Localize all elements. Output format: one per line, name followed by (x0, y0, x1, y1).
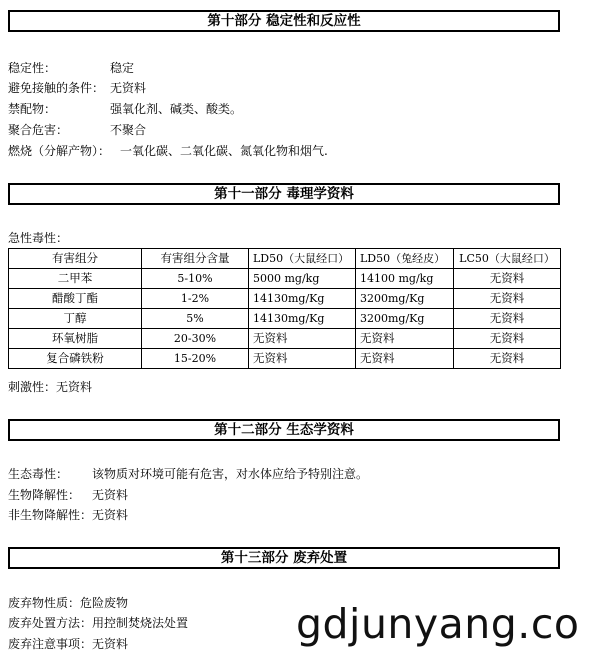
info-row-waste-nature (8, 596, 128, 610)
lc50-cell: 无资料 (454, 329, 561, 349)
info-row-disposal-notes (8, 637, 128, 651)
row-value: 该物质对环境可能有危害，对水体应给予特别注意。 (92, 467, 369, 481)
row-label: 非生物降解性： (8, 508, 93, 522)
row-label: 稳定性： (8, 61, 57, 75)
ld50-oral-cell: 无资料 (249, 349, 356, 369)
lc50-cell: 无资料 (454, 269, 561, 289)
row-value: 无资料 (92, 508, 129, 522)
acute-toxicity-label: 急性毒性： (8, 231, 69, 245)
ld50-dermal-cell: 无资料 (356, 329, 454, 349)
info-row-avoid-conditions (8, 81, 147, 95)
column-header: LC50（大鼠经口） (454, 249, 561, 269)
content-cell: 1-2% (142, 289, 249, 309)
lc50-cell: 无资料 (454, 349, 561, 369)
ld50-oral-cell: 14130mg/Kg (249, 289, 356, 309)
row-value: 无资料 (92, 488, 129, 502)
component-cell: 醋酸丁酯 (9, 289, 142, 309)
row-label: 废弃处置方法： (8, 616, 93, 630)
row-value: 危险废物 (80, 596, 129, 610)
table-row (9, 269, 561, 289)
info-row-incompatible (8, 102, 243, 116)
component-cell: 环氧树脂 (9, 329, 142, 349)
component-cell: 复合磷铁粉 (9, 349, 142, 369)
table-row (9, 309, 561, 329)
lc50-cell: 无资料 (454, 309, 561, 329)
section-13-header: 第十三部分 废弃处置 (8, 547, 560, 569)
column-header: 有害组分 (9, 249, 142, 269)
row-label: 废弃注意事项： (8, 637, 93, 651)
row-value: 用控制焚烧法处置 (92, 616, 189, 630)
column-header: LD50（大鼠经口） (249, 249, 356, 269)
table-row (9, 349, 561, 369)
component-cell: 二甲苯 (9, 269, 142, 289)
ld50-oral-cell: 无资料 (249, 329, 356, 349)
row-label: 禁配物： (8, 102, 57, 116)
row-label: 聚合危害： (8, 123, 69, 137)
info-row-polymerization (8, 123, 147, 137)
info-row-ecotoxicity (8, 467, 369, 481)
ld50-oral-cell: 5000 mg/kg (249, 269, 356, 289)
row-label: 废弃物性质： (8, 596, 81, 610)
row-label: 生物降解性： (8, 488, 81, 502)
table-row (9, 289, 561, 309)
irritation-text: 刺激性：无资料 (8, 380, 93, 394)
info-row-biodegradability (8, 488, 129, 502)
section-10-header: 第十部分 稳定性和反应性 (8, 10, 560, 32)
row-value: 强氧化剂、碱类、酸类。 (110, 102, 243, 116)
row-value: 一氧化碳、二氧化碳、氮氧化物和烟气. (120, 144, 328, 158)
ld50-dermal-cell: 3200mg/Kg (356, 289, 454, 309)
row-label: 避免接触的条件： (8, 81, 105, 95)
ld50-dermal-cell: 14100 mg/kg (356, 269, 454, 289)
toxicity-table (8, 248, 561, 369)
section-12-header: 第十二部分 生态学资料 (8, 419, 560, 441)
component-cell: 丁醇 (9, 309, 142, 329)
row-label: 燃烧（分解产物）： (8, 144, 111, 158)
ld50-dermal-cell: 3200mg/Kg (356, 309, 454, 329)
column-header: LD50（兔经皮） (356, 249, 454, 269)
content-cell: 5-10% (142, 269, 249, 289)
row-value: 稳定 (110, 61, 135, 75)
section-11-header: 第十一部分 毒理学资料 (8, 183, 560, 205)
content-cell: 5% (142, 309, 249, 329)
info-row-abiotic-degradability (8, 508, 129, 522)
table-header-row (9, 249, 561, 269)
watermark: gdjunyang.co (296, 600, 580, 648)
info-row-combustion (8, 144, 328, 158)
info-row-stability (8, 61, 135, 75)
content-cell: 20-30% (142, 329, 249, 349)
row-value: 无资料 (110, 81, 147, 95)
column-header: 有害组分含量 (142, 249, 249, 269)
info-row-disposal-method (8, 616, 188, 630)
ld50-oral-cell: 14130mg/Kg (249, 309, 356, 329)
row-value: 不聚合 (110, 123, 147, 137)
table-row (9, 329, 561, 349)
ld50-dermal-cell: 无资料 (356, 349, 454, 369)
lc50-cell: 无资料 (454, 289, 561, 309)
content-cell: 15-20% (142, 349, 249, 369)
row-label: 生态毒性： (8, 467, 69, 481)
row-value: 无资料 (92, 637, 129, 651)
